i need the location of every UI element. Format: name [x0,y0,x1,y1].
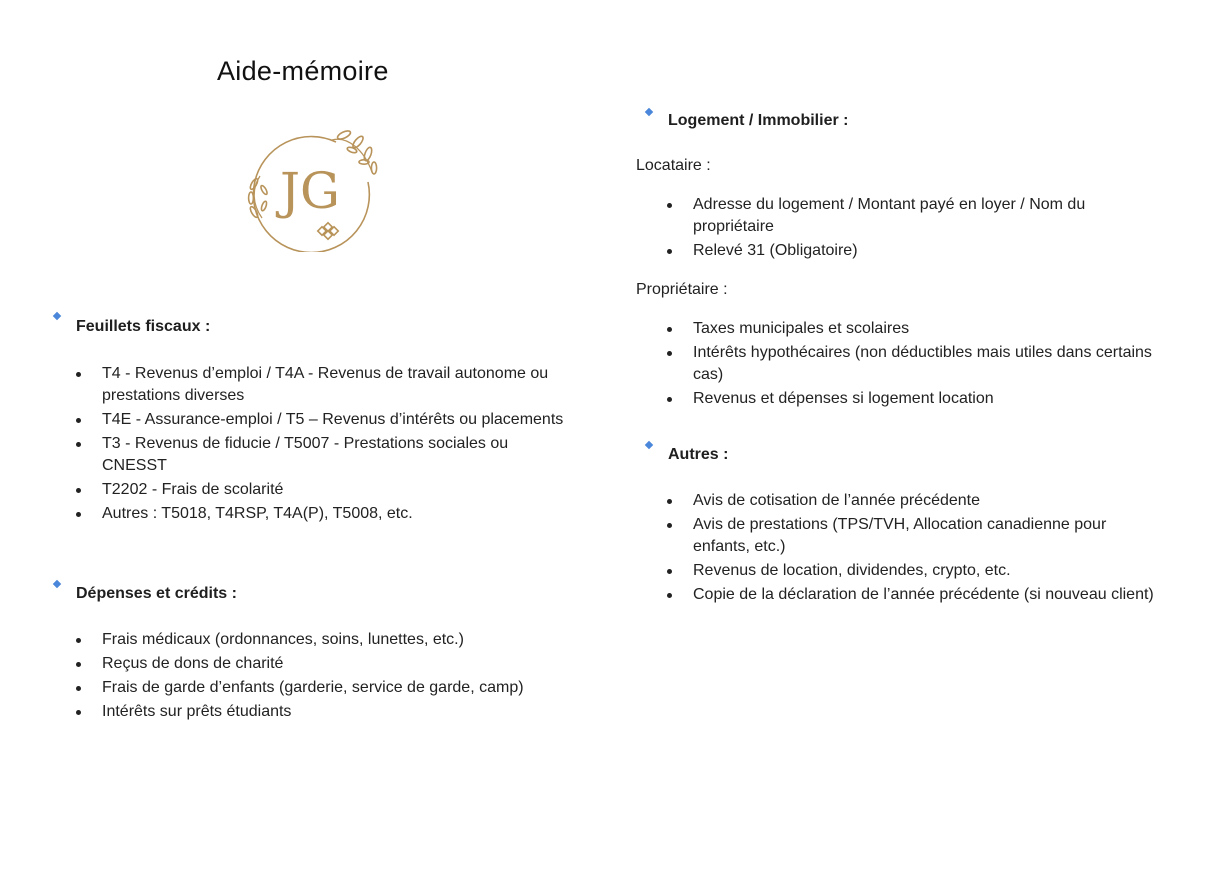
bullet-dot-icon [667,351,672,356]
bullet-dot-icon [76,662,81,667]
list-item: Adresse du logement / Montant payé en loyer / Nom du propriétaire [693,194,1163,238]
list-item: Avis de prestations (TPS/TVH, Allocation canadienne pour enfants, etc.) [693,514,1163,558]
section-heading-feuillets: Feuillets fiscaux : [76,318,211,335]
bullet-dot-icon [667,249,672,254]
list-item: Autres : T5018, T4RSP, T4A(P), T5008, etc. [102,503,572,525]
list-proprietaire [693,318,1163,412]
list-item: Intérêts hypothécaires (non déductibles mais utiles dans certains cas) [693,342,1163,386]
list-item: Taxes municipales et scolaires [693,318,1163,340]
bullet-dot-icon [667,397,672,402]
bullet-dot-icon [76,442,81,447]
bullet-dot-icon [667,203,672,208]
proprietaire-label: Propriétaire : [636,281,728,298]
list-item: Intérêts sur prêts étudiants [102,701,582,723]
list-item: T4E - Assurance-emploi / T5 – Revenus d’intérêts ou placements [102,409,572,431]
list-item: T2202 - Frais de scolarité [102,479,572,501]
bullet-dot-icon [76,638,81,643]
locataire-label: Locataire : [636,157,711,174]
list-item: Avis de cotisation de l’année précédente [693,490,1163,512]
list-item: T3 - Revenus de fiducie / T5007 - Prestations sociales ou CNESST [102,433,572,477]
list-item: Frais de garde d’enfants (garderie, service de garde, camp) [102,677,582,699]
bullet-dot-icon [76,710,81,715]
diamond-bullet-icon [645,441,653,449]
list-item: Relevé 31 (Obligatoire) [693,240,1163,262]
list-item: Revenus de location, dividendes, crypto, etc. [693,560,1163,582]
logo-emblem [240,126,382,252]
bullet-dot-icon [76,512,81,517]
logo-monogram: JG [280,162,340,220]
list-feuillets [102,363,572,527]
list-item: Revenus et dépenses si logement location [693,388,1163,410]
list-item: Copie de la déclaration de l’année précédente (si nouveau client) [693,584,1163,606]
bullet-dot-icon [76,488,81,493]
jg-logo [240,126,382,252]
bullet-dot-icon [667,523,672,528]
list-depenses [102,629,582,725]
section-heading-depenses: Dépenses et crédits : [76,585,237,602]
diamond-bullet-icon [53,312,61,320]
section-heading-autres: Autres : [668,446,729,463]
diamond-bullet-icon [53,580,61,588]
list-locataire [693,194,1163,264]
bullet-dot-icon [76,686,81,691]
list-item: Frais médicaux (ordonnances, soins, lunettes, etc.) [102,629,582,651]
bullet-dot-icon [667,593,672,598]
bullet-dot-icon [667,569,672,574]
page-title: Aide-mémoire [217,56,389,86]
diamond-bullet-icon [645,108,653,116]
bullet-dot-icon [76,372,81,377]
list-item: Reçus de dons de charité [102,653,582,675]
list-autres [693,490,1163,608]
bullet-dot-icon [76,418,81,423]
list-item: T4 - Revenus d’emploi / T4A - Revenus de travail autonome ou prestations diverses [102,363,572,407]
bullet-dot-icon [667,499,672,504]
section-heading-logement: Logement / Immobilier : [668,112,849,129]
bullet-dot-icon [667,327,672,332]
